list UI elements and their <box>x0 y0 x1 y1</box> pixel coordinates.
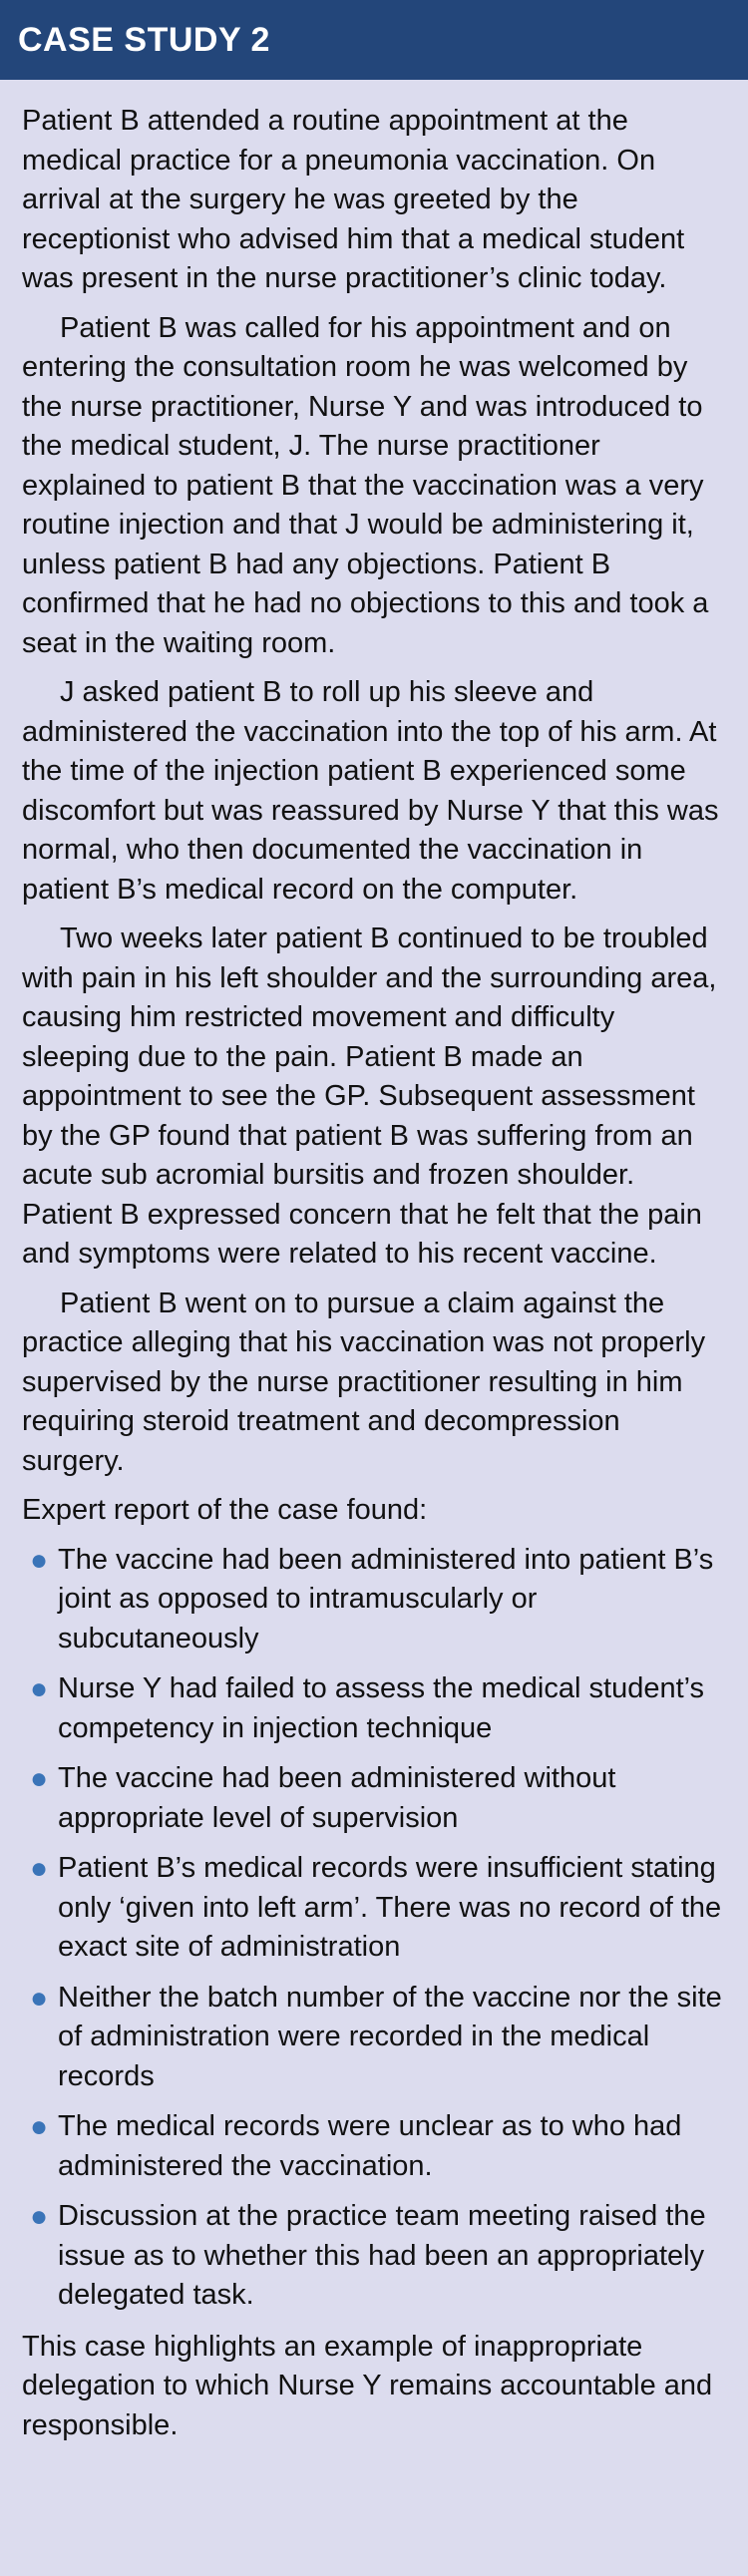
conclusion-paragraph: This case highlights an example of inappropriate delegation to which Nurse Y remains accountable and responsible. <box>22 2330 713 2441</box>
finding-text: Nurse Y had failed to assess the medical student’s competency in injection technique <box>58 1672 705 1744</box>
case-study-title: CASE STUDY 2 <box>18 20 270 59</box>
paragraph-arrival: Patient B attended a routine appointment at the medical practice for a pneumonia vaccination. On arrival at the surgery he was greeted by the receptionist who advised him that a medical student was present in the nurse practitioner’s clinic today. <box>22 105 685 294</box>
finding-item <box>22 1669 726 1748</box>
paragraph-claim: Patient B went on to pursue a claim against the practice alleging that his vaccination was not properly supervised by the nurse practitioner resulting in him requiring steroid treatment and decompression surgery. <box>22 1287 706 1477</box>
case-study-content <box>0 80 748 2445</box>
finding-text: The vaccine had been administered without appropriate level of supervision <box>58 1762 616 1834</box>
finding-text: Neither the batch number of the vaccine nor the site of administration were recorded in the medical records <box>58 1981 722 2092</box>
finding-text: The medical records were unclear as to who had administered the vaccination. <box>58 2110 682 2182</box>
bullet-icon: ● <box>30 1672 49 1705</box>
finding-item <box>22 1979 726 2097</box>
finding-item <box>22 2197 726 2316</box>
bullet-icon: ● <box>30 1852 49 1885</box>
bullet-icon: ● <box>30 2110 49 2143</box>
paragraph-consultation: Patient B was called for his appointment and on entering the consultation room he was welcomed by the nurse practitioner, Nurse Y and was introduced to the medical student, J. The nurse practitioner explained to patient B that the vaccination was a very routine injection and that J would be administering it, unless patient B had any objections. Patient B confirmed that he had no objections to this and took a seat in the waiting room. <box>22 311 709 659</box>
bullet-icon: ● <box>30 2200 49 2233</box>
expert-report-intro: Expert report of the case found: <box>22 1494 428 1526</box>
bullet-icon: ● <box>30 1543 49 1577</box>
case-study-header <box>0 0 748 80</box>
finding-item <box>22 2107 726 2186</box>
findings-list <box>22 1541 726 2316</box>
paragraph-symptoms: Two weeks later patient B continued to be troubled with pain in his left shoulder and the surrounding area, causing him restricted movement and difficulty sleeping due to the pain. Patient B made an appointment to see the GP. Subsequent assessment by the GP found that patient B was suffering from an acute sub acromial bursitis and frozen shoulder. Patient B expressed concern that he felt that the pain and symptoms were related to his recent vaccine. <box>22 922 717 1270</box>
bullet-icon: ● <box>30 1981 49 2015</box>
finding-item <box>22 1759 726 1838</box>
paragraph-injection: J asked patient B to roll up his sleeve and administered the vaccination into the top of his arm. At the time of the injection patient B experienced some discomfort but was reassured by Nurse Y that this was normal, who then documented the vaccination in patient B’s medical record on the computer. <box>22 676 719 906</box>
bullet-icon: ● <box>30 1762 49 1795</box>
finding-text: The vaccine had been administered into patient B’s joint as opposed to intramuscularly or subcutaneously <box>58 1543 714 1655</box>
finding-text: Discussion at the practice team meeting raised the issue as to whether this had been an appropriately delegated task. <box>58 2200 706 2311</box>
finding-text: Patient B’s medical records were insufficient stating only ‘given into left arm’. There was no record of the exact site of administration <box>58 1852 722 1963</box>
finding-item <box>22 1541 726 1659</box>
finding-item <box>22 1849 726 1968</box>
